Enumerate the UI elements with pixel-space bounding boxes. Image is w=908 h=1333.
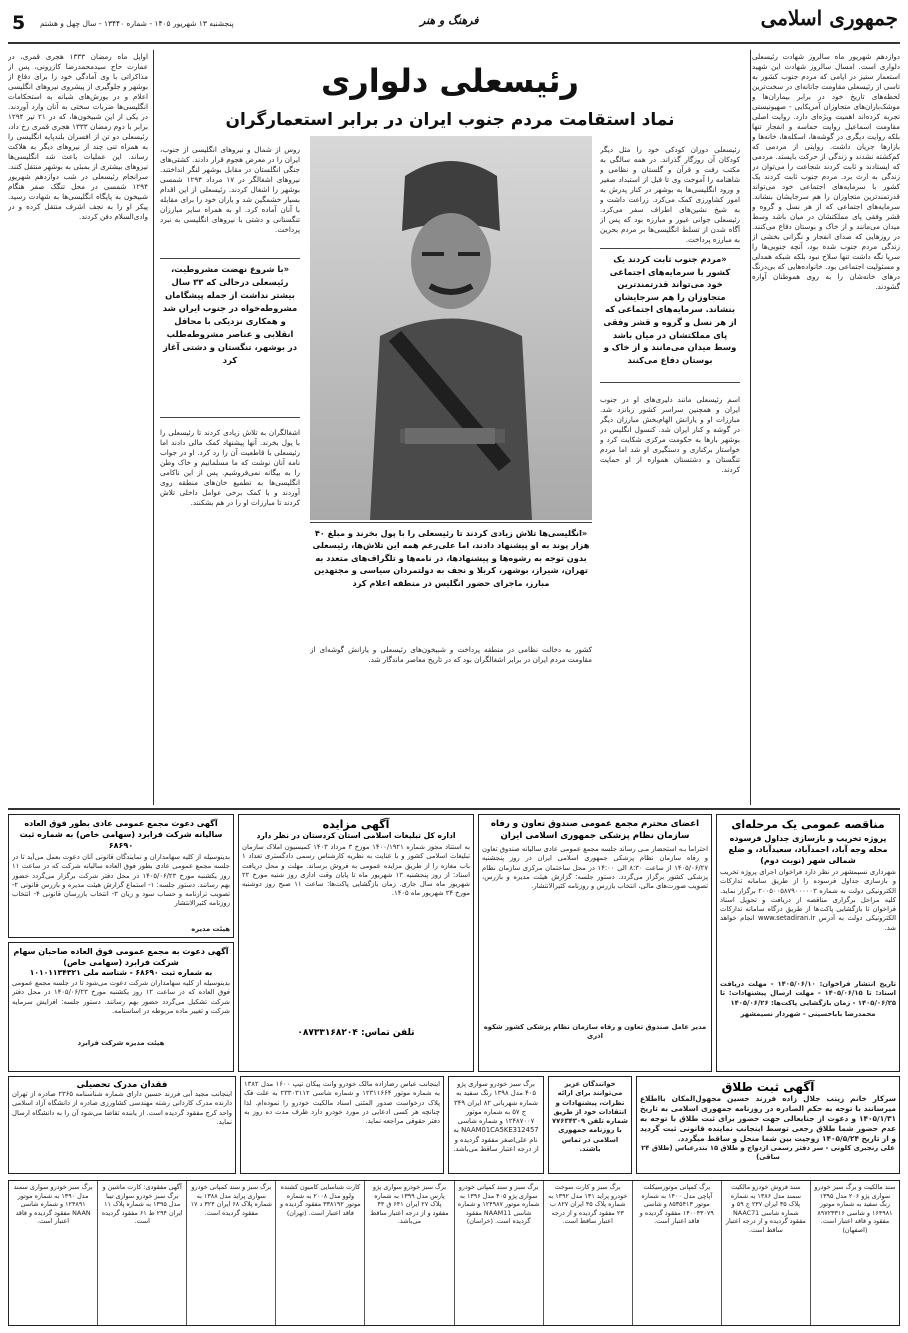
vehicle-notice-ad [240,1076,444,1174]
ad-body: بدینوسیله از کلیه سهامداران و نمایندگان قانونی آنان دعوت بعمل می‌آید تا در جلسه مجمع عمومی عادی بطور فوق العاده سالیانه شرکت که در ساعت ۱۱ روز یکشنبه مورخ ۱۴۰۵/۰۶/۲۳ در محل دفتر شرکت برگزار می‌گردد حضور بهم رسانند. دستور جلسه: ۱- استماع گزارش هیئت مدیره و بازرس قانونی ۲- تصویب ترازنامه و حساب سود و زیان ۳- انتخاب بازرسان قانونی ۴- انتخاب روزنامه کثیرالانتشار [12,853,230,908]
section-divider [8,808,900,810]
column-divider [153,50,154,805]
dateline: پنجشنبه ۱۳ شهریور ۱۴۰۵ - شماره ۱۳۴۴۰ - سال چهل و هشتم [40,19,234,28]
article-column-left: اوایل ماه رمضان ۱۳۳۳ هجری قمری، در عمارت حاج سیدمحمدرضا کازرونی، پس از مذاکراتی با وی آمادگی خود را برای دفاع از بوشهر و جلوگیری از پیشروی نیروهای انگلیسی اعلام و در یورش‌های شبانه به استحکامات انگلیسی‌ها ضربات سختی به آنان وارد آوردند. در یکی از این شبیخون‌ها، که در ۲۱ تیر ۱۲۹۴ برابر با دوم رمضان ۱۳۳۳ هجری قمری رخ داد، رئیسعلی دو تن از افسران بلندپایه انگلیسی را به همراه تنی چند از نیروهای دیگر به هلاکت رساند. این عملیات باعث شد انگلیسی‌ها نیروهای بیشتری از بمبئی به بوشهر منتقل کنند. سرانجام رئیسعلی در شب دوازدهم شهریور ۱۲۹۴ شمسی در محل تنگک صفر هنگام شبیخون به پایگاه انگلیسی‌ها به شهادت رسید. پیکر او را به نجف اشرف منتقل کرده و در وادی‌السلام دفن کردند. [8,52,148,221]
classified-item: برگ سبز و سند کمپانی خودرو سواری پژو ۴۰۵ مدل ۱۳۹۶ به شماره موتور ۱۲۴۹۸۷ و شماره شاسی NAAM11 مفقود گردیده است. (خراسان) [454,1181,543,1325]
photo-caption-text: «انگلیسی‌ها تلاش زیادی کردند تا رئیسعلی را با پول بخرند و مبلغ ۴۰ هزار پوند به او پیشنهاد دادند، اما علی‌رغم همه این تلاش‌ها، رئیسعلی بدون توجه به رشوه‌ها و پیشنهادها، در نامه‌ها و تلگراف‌های متعدد به تهران، شیراز، بوشهر، کربلا و نجف به دولتمردان سیاسی و مجتهدین مبارز، ماجرای حضور انگلیس در منطقه اعلام کرد [312,528,590,588]
ad-signature: مدیر عامل صندوق تعاون و رفاه سازمان نظام پزشکی کشور شکوه اذری [483,1023,707,1041]
ad-subtitle: پروژه تخریب و بازسازی جداول فرسوده محله وجه آباد، احمدآباد، سعیدآباد، و ضلع شمالی شهر (نوبت دوم) [728,834,888,865]
classified-item: آگهی مفقودی: کارت ماشین و برگ سبز خودرو سواری تیبا مدل ۱۳۹۵ به شماره پلاک ۱۱ ایران ۲۹۴ ط ۶۱ مفقود گردیده است. [97,1181,186,1325]
classified-item: برگ سبز خودرو سواری پژو پارس مدل ۱۳۹۹ به شماره پلاک ۲۷ ایران ۶۴۱ ق ۴۴ مفقود و از درجه اعتبار ساقط می‌باشد. [364,1181,453,1325]
ad-body: بدینوسیله از کلیه سهامداران شرکت دعوت می‌شود تا در جلسه مجمع عمومی فوق العاده که در ساعت ۱۲ روز یکشنبه مورخ ۱۴۰۵/۰۶/۲۳ در محل دفتر شرکت تشکیل می‌گردد حضور بهم رسانند. دستور جلسه: افزایش سرمایه شرکت و تغییر ماده مربوطه در اساسنامه. [12,979,230,1015]
reader-call-ad [548,1076,632,1174]
article-column-mid-lower: اسم رئیسعلی مانند دلیری‌های او در جنوب ایران و همچنین سراسر کشور زبانزد شد. مبارزات او و یارانش الهام‌بخش مبارزان دیگر در گوشه و کنار ایران شد. کنسول انگلیس در بوشهر بارها به حکومت مرکزی شکایت کرد و خواستار برکناری و دستگیری او شد اما مردم تنگستان و دشتستان همواره از او حمایت کردند. [600,395,740,474]
ad-body: به استناد مجوز شماره ۱۴۰۰/۱۹۲۱ مورخ ۳ مرداد ۱۴۰۳ کمیسیون املاک سازمان تبلیغات اسلامی کشور و با عنایت به نظریه کارشناس رسمی دادگستری تعداد ۱ باب مغازه را از طریق مزایده عمومی به فروش برساند. مهلت و محل دریافت اسناد: از روز پنجشنبه ۱۳ شهریور ماه تا پایان وقت اداری روز شنبه مورخ ۲۲ شهریور ماه سال جاری. زمان بازگشایی پاکت‌ها: ساعت ۱۱ صبح روز دوشنبه مورخ ۲۴ شهریور ماه ۱۴۰۵. [242,843,470,898]
lost-document-ad [448,1076,544,1174]
header-rule [8,42,900,44]
classified-item: برگ سبز و سند کمپانی خودرو سواری پراید مدل ۱۳۸۸ به شماره پلاک ۶۸ ایران ۳۲۴ د ۱۷ مفقود گردیده است. [186,1181,275,1325]
tender-ad [716,814,900,1072]
classified-item: برگ سبز و کارت سوخت خودرو پراید ۱۳۱ مدل ۱۳۹۲ به شماره پلاک ۴۵ ایران ۸۲۷ ب ۲۳ مفقود گردیده و از درجه اعتبار ساقط است. [543,1181,632,1325]
pull-quote [600,248,740,383]
ad-body: احتراماً بـه استحضار مـی رساند جلسه مجمع عمومی عادی سالیانه صندوق تعاون و رفاه سازمان نظام پزشکی جمهوری اسلامی ایران در روز پنجشنبه ۱۴۰۵/۰۶/۲۷ از ساعت ۸:۳۰ الی ۱۴:۰۰ در محل ساختمان مرکزی سازمان نظام پزشکی کشور برگزار می‌گردد. دستور جلسه: گزارش هیئت مدیره و بازرس، تصویب صورت‌های مالی، انتخاب بازرس و روزنامه کثیرالانتشار. [482,845,708,891]
section-title: فرهنگ و هنر [420,14,479,27]
ad-body: سرکار خانم زینب جلال زاده فرزند حسین مجهول‌المکان بااطلاع میرسانند با توجه به حکم الصادره در روزنامه جمهوری اسلامی به تاریخ ۱۴۰۵/۱/۳۱ و دعوت از جنابعالی جهت حضور برای ثبت طلاق با توجه به عدم حضور شما طلاق رجعی توسط اینجانب نماینده قانونی ثبت گردید و از تاریخ ۱۴۰۵/۵/۲۴ زوجیت بین شما منحل و ساقط میگردد. [640,1094,896,1143]
ad-body: اینجانب مجید آبی فرزند حسین دارای شماره شناسنامه ۲۳۶۵ صادره از تهران دارنده مدرک کاردانی رشته مهندسی کشاورزی صادره از دانشگاه آزاد اسلامی واحد کرج مفقود گردیده است. از یابنده تقاضا می‌شود آن را به دانشگاه ارسال نماید. [12,1090,233,1126]
ad-title: مناقصه عمومی یک مرحله‌ای [731,818,885,831]
ad-title: آگهی دعوت مجمع عمومی عادی بطور فوق العاده سالیانه شرکت فرابرد (سهامی خاص) به شماره ثبت ۶۸۶۹۰ [19,819,223,850]
ad-body: برگ سبز خودرو سواری پژو ۴۰۵ مدل ۱۳۹۸ رنگ سفید به شماره شهربانی ۸۲ ایران ۳۴۹ ج ۵۷ به شماره موتور ۱۲۴۸۷۰۰۷ و شماره شاسی NAAM01CA5KE312457 به نام علی‌اصغر مفقود گردیده و از درجه اعتبار ساقط می‌باشد. [453,1080,539,1154]
lost-certificate-ad [8,1076,236,1174]
ad-dates: تاریخ انتشار فراخوان: ۱۴۰۵/۰۶/۱۰ - مهلت دریافت اسناد: تا ۱۴۰۵/۰۶/۱۵ - مهلت ارسال پیشنهادات: تا ۱۴۰۵/۰۶/۲۵ - زمان بازگشایی پاکت‌ها: ۱۴۰۵/۰۶/۲۶ [720,980,896,1007]
ad-signature: هیئت مدیره شرکت فرابرد [77,1039,165,1047]
photo-caption [310,522,592,640]
newspaper-logo: جمهوری اسلامی [760,6,898,30]
pull-quote [160,258,300,418]
ad-signature: علی رنجبری کلونی - سر دفتر رسمی ازدواج و طلاق ۱۵ بندرعباس (طلاق ۲۴ ساقی) [641,1144,895,1162]
classified-item: برگ کمپانی موتورسیکلت آپاچی مدل ۱۴۰۰ به شماره موتور ۸۵۳۵۴۱۳ و شاسی ۱۴۰۰۴۳۰۷۹ مفقود گردیده و فاقد اعتبار است. [632,1181,721,1325]
auction-ad [238,814,474,1072]
ad-title: آگهی دعوت به مجمع عمومی فوق العاده صاحبان سهام شرکت فرابرد (سهامی خاص) [13,947,229,967]
article-subtitle: نماد استقامت مردم جنوب ایران در برابر استعمارگران [225,110,675,130]
ad-title: آگهی ثبت طلاق [721,1080,815,1094]
ad-signature: محمدرضا باباحسینی - شهردار نسیمشهر [740,1009,876,1018]
column-divider [750,50,751,805]
portrait-photo [310,136,592,520]
article-bottom-strip: کشور به دخالت نظامی در منطقه پرداخت و شبیخون‌های رئیسعلی و یارانش گوشه‌ای از مقاومت مردم ایران در برابر اشغالگران بود که در تاریخ معاصر ماندگار شد. [310,645,592,664]
classified-item: سند مالکیت و برگ سبز خودرو سواری پژو ۲۰۶ مدل ۱۳۹۵ رنگ سفید به شماره موتور ۱۶۴۹۸۱ و شاسی ۸۹۷۲۳۳۱۶ مفقود و فاقد اعتبار است. (اصفهان) [810,1181,899,1325]
ad-signature: هیئت مدیره [191,925,230,933]
ad-subtitle: به شماره ثبت ۶۸۶۹۰ - شناسه ملی ۱۰۱۰۱۱۳۴۳۲۱ [29,968,213,977]
ad-body: شهرداری نسیمشهر در نظر دارد فراخوان اجرای پروژه تخریب و بازسازی جداول فرسوده را از طریق سامانه تدارکات الکترونیکی دولت به شماره ۲۰۰۵۰۰۵۸۷۹۰۰۰۰۰۳ برگزار نماید. کلیه مراحل برگزاری مناقصه از دریافت و تحویل اسناد فراخوان تا بازگشایی پاکت‌ها از طریق درگاه سامانه تدارکات الکترونیکی دولت به آدرس www.setadiran.ir انجام خواهد شد. [720,868,896,932]
ad-body: خوانندگان عزیز می‌توانند برای ارائه نظرات، پیشنهادات و انتقادات خود از طریق شماره تلفن ۷۷۶۳۴۳۰۹ با روزنامه جمهوری اسلامی در تماس باشند. [552,1080,628,1154]
masthead [0,0,908,46]
assembly-ad-2 [8,814,234,938]
classified-item: سند فروش خودرو مالکیت سمند مدل ۱۳۸۶ به شماره پلاک ۳۵ ایران ۲۳۷ ج ۵۹ و شماره شاسی NAAC71 مفقود گردیده و از درجه اعتبار ساقط است. [721,1181,810,1325]
ad-title: آگهی مزایده [322,818,390,831]
divorce-ad [636,1076,900,1174]
ad-body: اینجانب عباس رضازاده مالک خودرو وانت پیکان تیپ ۱۶۰۰ مدل ۱۳۸۲ به شماره موتور ۱۲۳۱۱۶۶۴ و شماره شاسی ۲۳۳۰۳۱۱۲ به علت فک پلاک درخواست صدور المثنی اسناد مالکیت خودرو را نموده‌ام. لذا چنانچه هر کسی ادعایی در مورد خودرو دارد ظرف مدت ده روز به دفتر حقوقی مراجعه نماید. [244,1080,441,1126]
portrait-illustration [310,136,592,520]
page-number: 5 [12,12,26,34]
ad-title: اعضای محترم مجمع عمومی صندوق تعاون و رفاه سازمان نظام پزشکی جمهوری اسلامی ایران [490,819,700,841]
ad-phone: تلفن تماس: ۰۸۷۳۳۱۶۸۲۰۴ [297,1028,415,1038]
article-column-3-upper: روس از شمال و نیروهای انگلیسی از جنوب، ایران را در معرض هجوم قرار دادند. کشتی‌های جنگی انگلستان در مقابل بوشهر لنگر انداختند. نیروهای اشغالگر در ۱۷ مرداد ۱۲۹۴ شمسی بوشهر را اشغال کردند. رئیسعلی از این اقدام بسیار خشمگین شد و یاران خود را برای مقابله با آنان آماده کرد. او به همراه سایر مبارزان تنگستانی و دشتی با نیروهای انگلیسی به نبرد پرداخت. [160,145,300,234]
ad-title: فقدان مدرک تحصیلی [76,1080,168,1090]
ad-subtitle: اداره کل تبلیغات اسلامی استان کردستان در نظر دارد [256,831,456,840]
pull-quote-text: «با شروع نهضت مشروطیت، رئیسعلی درحالی که ۳۳ سال بیشتر نداشت از جمله پیشگامان مشروطه‌خواه در جنوب ایران شد و همکاری نزدیکی با محافل انقلابی و عناصر مشروطه‌طلب در بوشهر، تنگستان و دشتی آغاز کرد [162,264,298,365]
pull-quote-text: «مردم جنوب ثابت کردند یک کشور با سرمایه‌های اجتماعی خود می‌تواند قدرتمندترین متجاوزان را هم سرجایشان بنشاند. سرمایه‌های اجتماعی که از هر نسل و گروه و قشر وفقی پای مملکتشان در میان باشد وسط میدان می‌مانند و از خاک و بوستان دفاع می‌کنند [603,254,737,365]
article-column-mid-upper: رئیسعلی دوران کودکی خود را مثل دیگر کودکان آن روزگار گذراند. در همه سالگی به مکتب رفت و قرآن و گلستان و نظامی و شاهنامه را آموخت وی تا قبل از استبداد صغیر و ورود انگلیسی‌ها به بوشهر در کنار پدرش به امور کشاورزی کمک می‌کرد. زراعت داشت و به شیخ نشین‌های اطراف سفر می‌کرد. رئیسعلی جوانی غیور و مبارزه بود که پس از آگاه شدن از تسلط انگلیسی‌ها بر مردم بحرین به مبارزه پرداخت. [600,145,740,244]
article-column-3-lower: اشغالگران به تلاش زیادی کردند تا رئیسعلی را با پول بخرند. آنها پیشنهاد کمک مالی دادند اما رئیسعلی با قاطعیت آن را رد کرد. او در جواب نامه آنان نوشت که ما مسلمانیم و خاک وطن را به بیگانه نمی‌فروشیم. پس از این ناکامی انگلیسی‌ها به تطمیع خان‌های منطقه روی آوردند و با کمک برخی عوامل داخلی تلاش کردند تا مبارزات او را در هم بشکنند. [160,428,300,507]
assembly-ad-3 [8,942,234,1072]
classifieds-grid [8,1180,900,1326]
classified-item: کارت شناسایی کامیون کشنده ولوو مدل ۲۰۰۸ به شماره موتور ۳۳۸۱۹۲ مفقود گردیده و فاقد اعتبار است. (تهران) [275,1181,364,1325]
classified-item: برگ سبز خودرو سواری سمند مدل ۱۳۹۰ به شماره موتور ۱۲۴۸۹۱ و شماره شاسی NAAN مفقود گردیده و فاقد اعتبار است. [13,1183,93,1226]
article-title: رئیسعلی دلواری [321,62,579,100]
article-column-right: دوازدهم شهریور ماه سالروز شهادت رئیسعلی دلواری است. امسال سالروز شهادت این شهید استعمار ستیز در ایامی که مردم جنوب کشور به تاسی از رئیسعلی مقاومت جانانه‌ای در سخت‌ترین لحظه‌های تاریخ خود در برابر بیماران‌ها و موشک‌باران‌های متجاوزان آمریکایی - صهیونیستی تجربه کرده‌اند اهمیت ویژه‌ای دارد. روایت اصلی مقاومت اسماعیل روایت حماسه و انفجار تنها بلکه روایت دیگری در گوشه‌ها، اسکله‌ها، خانه‌ها و بازارها جریان داشت. روایتی از مردمی که کم‌کشته نشدند و زندگی از حرکت بایستد. مردمی که ایستادند و ثابت کردند شجاعت را می‌توان در زندگی به ارث برد. مردم جنوب ثابت کردند یک کشور با سرمایه‌های اجتماعی خود می‌تواند قدرتمندترین متجاوزان را هم سرجایشان بنشاند. سرمایه‌های اجتماعی که از هر نسل و گروه و قشر وفقی پای مملکتشان در میان باشد وسط میدان می‌مانند و از خاک و بوستان دفاع می‌کنند. در روزهایی که صدای انفجار و نگرانی بخشی از زندگی مردم جنوب شده بود، آنچه جنوبی‌ها را سرپا نگه داشت تنها سلاح نبود بلکه شبکه همدلی و مسئولیت اجتماعی بود. خانواده‌هایی که بی‌درنگ درهای خانه‌شان را به روی هموطنان آواره گشودند. [752,52,900,291]
assembly-ad [478,814,712,1072]
